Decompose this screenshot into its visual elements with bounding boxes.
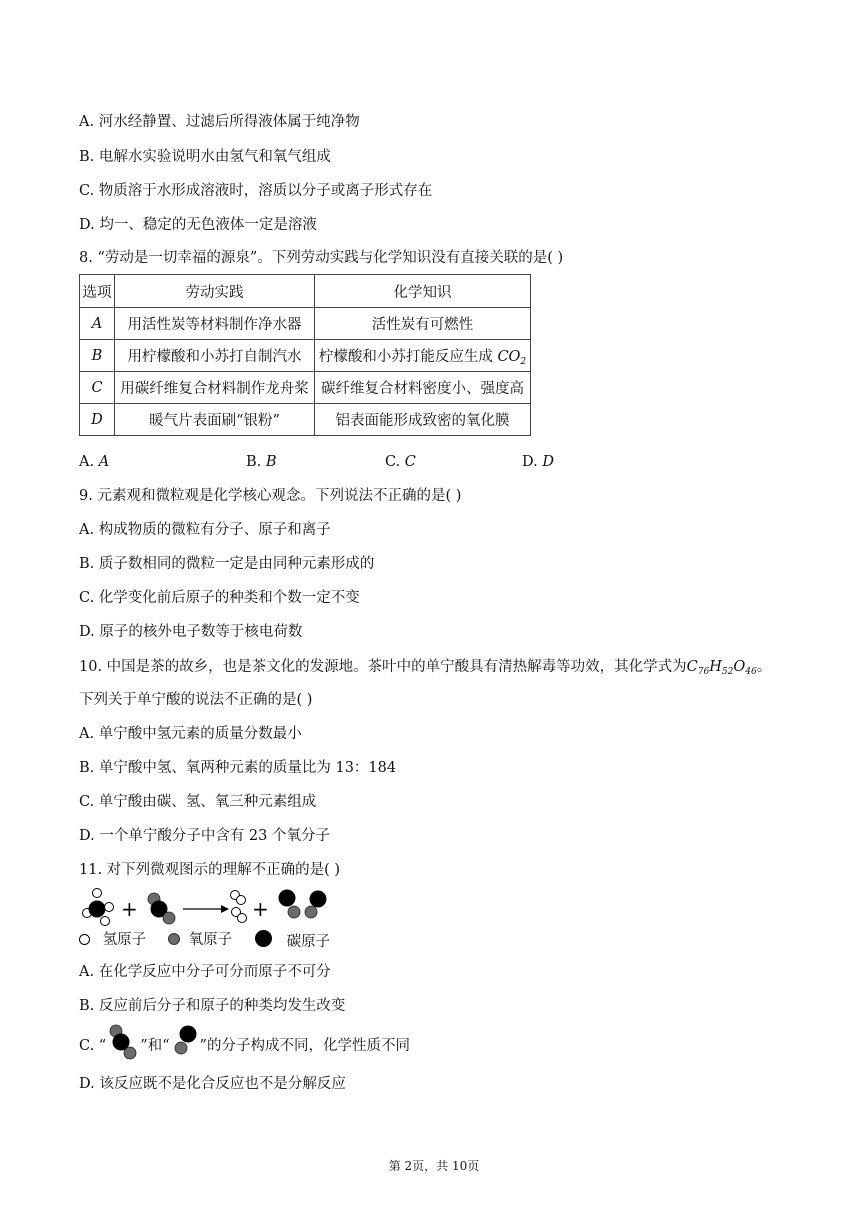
q7-option-b: B. 电解水实验说明水由氢气和氧气组成: [79, 149, 331, 165]
q8-row-knowledge-text: 柠檬酸和小苏打能反应生成: [318, 348, 493, 365]
methane-molecule: [83, 889, 114, 926]
q7-option-d: D. 均一、稳定的无色液体一定是溶液: [79, 217, 317, 233]
q8-table-header: [80, 275, 531, 308]
q8-row-practice: 用碳纤维复合材料制作龙舟桨: [115, 372, 315, 404]
q10-stem-line2: 下列关于单宁酸的说法不正确的是( ): [79, 692, 313, 708]
reaction-diagram: [79, 885, 349, 929]
q10-option-c: C. 单宁酸由碳、氢、氧三种元素组成: [79, 794, 317, 810]
co2-formula: CO: [497, 348, 521, 365]
co-molecule-icon: [172, 1024, 198, 1058]
q8-row-key: B: [80, 340, 115, 372]
q10-option-d: D. 一个单宁酸分子中含有 23 个氧分子: [79, 828, 330, 844]
q9-stem: 9. 元素观和微粒观是化学核心观念。下列说法不正确的是( ): [79, 488, 462, 504]
q7-option-a: A. 河水经静置、过滤后所得液体属于纯净物: [79, 114, 360, 130]
q8-option-c: C. C: [385, 454, 416, 470]
q8-option-d: D. D: [522, 454, 554, 470]
q9-option-c: C. 化学变化前后原子的种类和个数一定不变: [79, 590, 360, 606]
q11-option-a: A. 在化学反应中分子可分而原子不可分: [79, 964, 331, 980]
table-row: [80, 404, 531, 436]
q11-stem: 11. 对下列微观图示的理解不正确的是( ): [79, 862, 341, 878]
q10-stem: 10. 中国是茶的故乡，也是茶文化的发源地。茶叶中的单宁酸具有清热解毒等功效，其化学式为$C_{76}H_{52}O_{46}$。: [79, 659, 772, 677]
tannic-acid-formula: $C_{76}H_{52}O_{46}$: [686, 659, 757, 677]
q7-option-c: C. 物质溶于水形成溶液时，溶质以分子或离子形式存在: [79, 183, 433, 199]
hydrogen-atom-icon: [79, 934, 90, 945]
plus-sign: +: [252, 897, 269, 921]
q10-option-b: B. 单宁酸中氢、氧两种元素的质量比为 13：184: [79, 760, 397, 776]
q8-row-key: C: [80, 372, 115, 404]
q8-row-key: A: [80, 308, 115, 340]
q8-header-option: 选项: [80, 275, 115, 308]
q8-row-practice: 用活性炭等材料制作净水器: [115, 308, 315, 340]
q8-row-knowledge: 铝表面能形成致密的氧化膜: [315, 404, 531, 436]
co2-subscript: 2: [520, 356, 527, 367]
q8-row-knowledge: 活性炭有可燃性: [315, 308, 531, 340]
q8-row-practice: 暖气片表面刷“银粉”: [115, 404, 315, 436]
q8-stem: 8. “劳动是一切幸福的源泉”。下列劳动实践与化学知识没有直接关联的是( ): [79, 250, 564, 266]
q8-row-practice: 用柠檬酸和小苏打自制汽水: [115, 340, 315, 372]
q8-row-knowledge: 碳纤维复合材料密度小、强度高: [315, 372, 531, 404]
q8-table: [79, 274, 531, 436]
q11-option-d: D. 该反应既不是化合反应也不是分解反应: [79, 1076, 346, 1092]
q8-row-key: D: [80, 404, 115, 436]
q9-option-d: D. 原子的核外电子数等于核电荷数: [79, 624, 303, 640]
table-row: [80, 308, 531, 340]
legend-oxygen: 氧原子: [168, 930, 232, 950]
table-row: [80, 372, 531, 404]
q8-header-practice: 劳动实践: [115, 275, 315, 308]
oxygen-atom-icon: [168, 933, 180, 945]
q11-option-b: B. 反应前后分子和原子的种类均发生改变: [79, 998, 346, 1014]
q8-option-a: A. A: [79, 454, 110, 470]
plus-sign: +: [121, 897, 138, 921]
reaction-arrow: [183, 905, 229, 913]
legend-hydrogen: 氢原子: [79, 930, 146, 950]
co-molecule-left: [148, 893, 175, 924]
q8-row-knowledge: [315, 340, 531, 372]
co2-molecule-icon: [108, 1023, 138, 1061]
page-footer: 第 2页，共 10页: [388, 1159, 480, 1173]
co-molecules-right: [279, 890, 327, 919]
q8-header-knowledge: 化学知识: [315, 275, 531, 308]
hydrogen-molecules: [231, 891, 247, 923]
q11-option-c: C. “ ”和“ ”的分子构成不同，化学性质不同: [79, 1036, 410, 1056]
q9-option-a: A. 构成物质的微粒有分子、原子和离子: [79, 522, 331, 538]
carbon-atom-icon: [255, 930, 272, 947]
q10-option-a: A. 单宁酸中氢元素的质量分数最小: [79, 726, 302, 742]
legend-carbon: 碳原子: [255, 930, 330, 952]
q9-option-b: B. 质子数相同的微粒一定是由同种元素形成的: [79, 556, 375, 572]
table-row: [80, 340, 531, 372]
q8-option-b: B. B: [246, 454, 277, 470]
